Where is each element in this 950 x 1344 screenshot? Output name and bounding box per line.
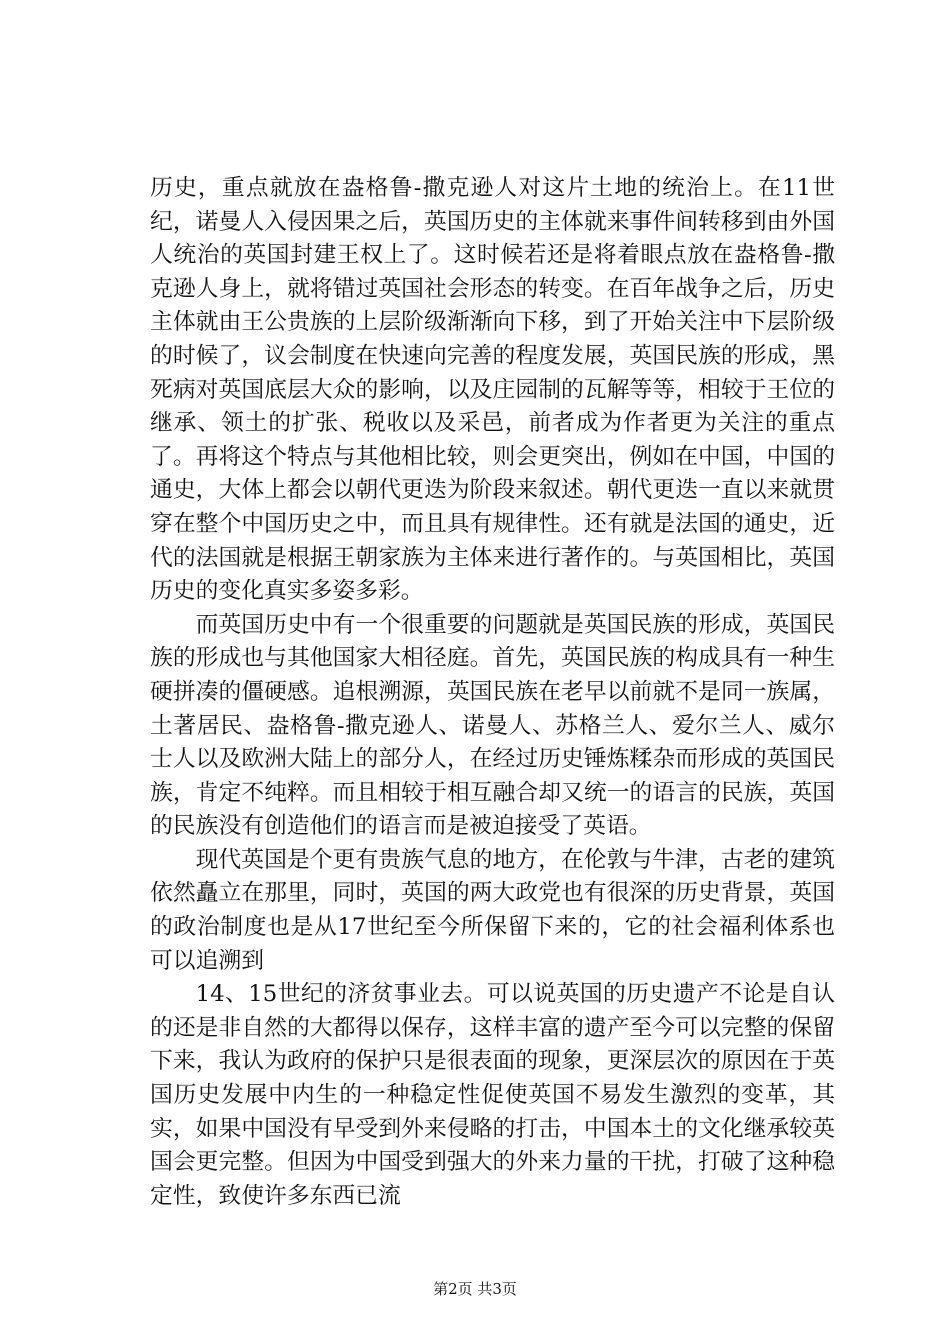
page-footer [0,1278,950,1299]
paragraph-1: 历史，重点就放在盎格鲁-撒克逊人对这片土地的统治上。在11世纪，诺曼人入侵因果之后，英国历史的主体就来事件间转移到由外国人统治的英国封建王权上了。这时候若还是将着眼点放在盎格鲁-撒克逊人身上，就将错过英国社会形态的转变。在百年战争之后，历史主体就由王公贵族的上层阶级渐渐向下移，到了开始关注中下层阶级的时候了，议会制度在快速向完善的程度发展，英国民族的形成，黑死病对英国底层大众的影响，以及庄园制的瓦解等等，相较于王位的继承、领土的扩张、税收以及采邑，前者成为作者更为关注的重点了。再将这个特点与其他相比较，则会更突出，例如在中国，中国的通史，大体上都会以朝代更迭为阶段来叙述。朝代更迭一直以来就贯穿在整个中国历史之中，而且具有规律性。还有就是法国的通史，近代的法国就是根据王朝家族为主体来进行著作的。与英国相比，英国历史的变化真实多姿多彩。 [150,175,835,605]
paragraph-3: 现代英国是个更有贵族气息的地方，在伦敦与牛津，古老的建筑依然矗立在那里，同时，英国的两大政党也有很深的历史背景，英国的政治制度也是从17世纪至今所保留下来的，它的社会福利体系也可以追溯到 [150,846,835,974]
document-body [150,172,835,1213]
page-number-label: 第2页 共3页 [433,1280,517,1298]
paragraph-4: 14、15世纪的济贫事业去。可以说英国的历史遗产不论是自认的还是非自然的大都得以保存，这样丰富的遗产至今可以完整的保留下来，我认为政府的保护只是很表面的现象，更深层次的原因在于英国历史发展中内生的一种稳定性促使英国不易发生激烈的变革，其实，如果中国没有早受到外来侵略的打击，中国本土的文化继承较英国会更完整。但因为中国受到强大的外来力量的干扰，打破了这种稳定性，致使许多东西已流 [150,981,835,1209]
paragraph-2: 而英国历史中有一个很重要的问题就是英国民族的形成，英国民族的形成也与其他国家大相径庭。首先，英国民族的构成具有一种生硬拼凑的僵硬感。追根溯源，英国民族在老早以前就不是同一族属，土著居民、盎格鲁-撒克逊人、诺曼人、苏格兰人、爱尔兰人、威尔士人以及欧洲大陆上的部分人，在经过历史锤炼糅杂而形成的英国民族，肯定不纯粹。而且相较于相互融合却又统一的语言的民族，英国的民族没有创造他们的语言而是被迫接受了英语。 [150,611,835,840]
